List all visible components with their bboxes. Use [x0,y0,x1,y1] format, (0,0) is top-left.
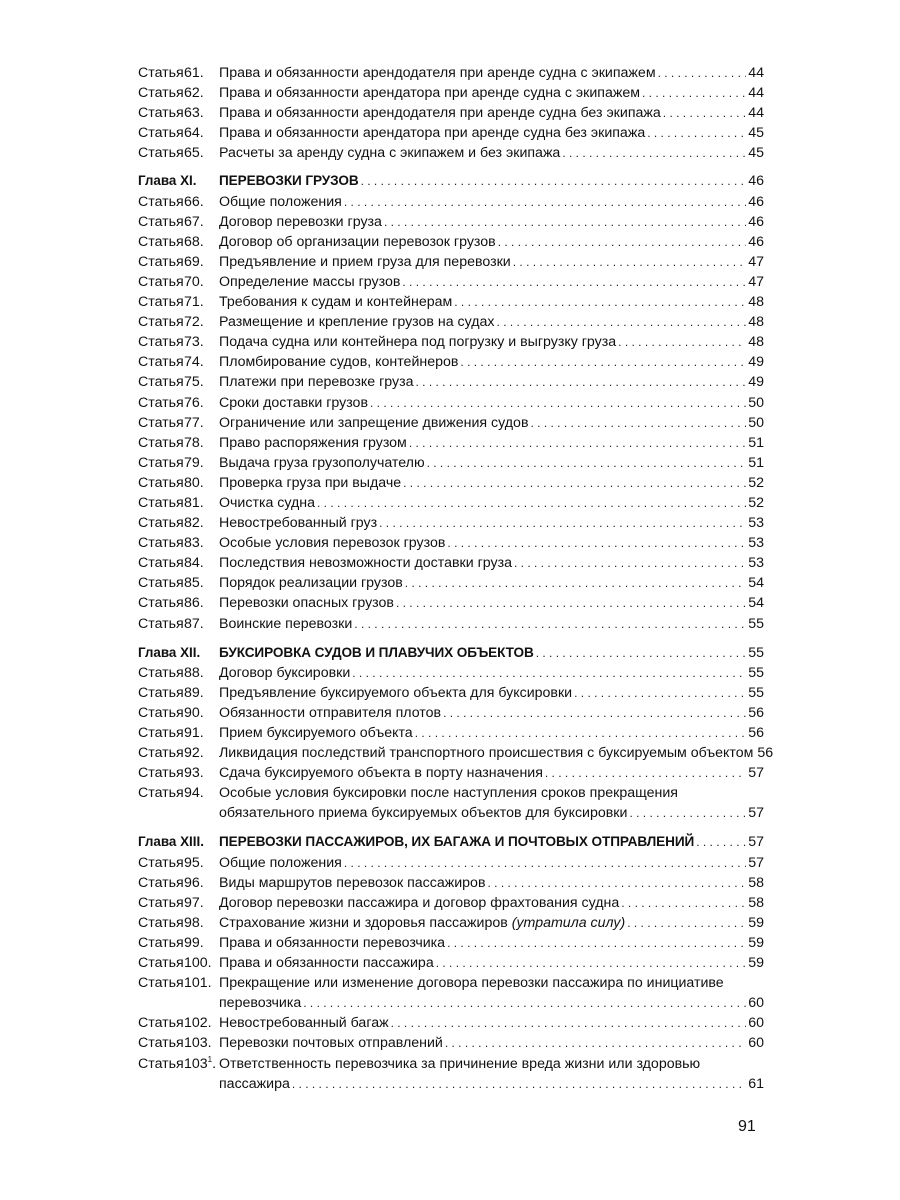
page-ref: 55 [748,664,764,681]
page-ref: 52 [748,494,764,511]
toc-entry[interactable] [138,743,774,763]
toc-entry[interactable] [138,683,764,703]
page-ref: 46 [748,193,764,210]
article-title: Ограничение или запрещение движения судов [219,414,529,431]
article-title: Сроки доставки грузов [219,394,368,411]
page-ref: 54 [748,575,764,592]
dot-leader [627,913,746,933]
chapter-title: ПЕРЕВОЗКИ ПАССАЖИРОВ, ИХ БАГАЖА И ПОЧТОВЫХ ОТПРАВЛЕНИЙ [219,834,695,850]
page-ref: 61 [748,1075,764,1092]
article-number: 83. [184,535,204,552]
article-title: Договор перевозки груза [219,213,382,230]
page-ref: 59 [748,955,764,972]
article-title: Договор об организации перевозок грузов [219,233,496,250]
article-title: Невостребованный груз [219,515,378,532]
dot-leader [647,123,746,143]
toc-entry[interactable] [138,83,764,103]
dot-leader [396,593,746,613]
page-ref: 54 [748,595,764,612]
dot-leader [403,473,746,493]
article-title: Права и обязанности перевозчика [219,934,446,951]
page-ref: 60 [748,1015,764,1032]
article-title: Размещение и крепление грузов на судах [219,314,495,331]
toc-entry-article-103-1[interactable] [138,1054,764,1094]
article-label: Статья [138,314,184,331]
repealed-note: (утратила силу) [511,914,626,931]
article-label: Статья [138,354,184,371]
article-number: 66. [184,193,204,210]
article-label: Статья [138,474,184,491]
dot-leader [530,413,746,433]
toc-entry[interactable] [138,123,764,143]
dot-leader [344,853,746,873]
article-title: Последствия невозможности доставки груза [219,555,512,572]
page-ref: 46 [748,213,764,230]
article-label: Статья [138,975,184,992]
toc-entry-article-94[interactable] [138,783,764,823]
article-number: 98. [184,914,204,931]
article-number: 93. [184,765,204,782]
article-title: Платежи при перевозке груза [219,374,414,391]
dot-leader [447,933,746,953]
page-ref: 44 [748,105,764,122]
article-label: Статья [138,575,184,592]
article-title: Права и обязанности арендодателя при аренде судна без экипажа [219,105,661,122]
dot-leader [391,1013,747,1033]
toc-entry[interactable] [138,573,764,593]
article-number: 92. [184,745,204,762]
article-title: Перевозки опасных грузов [219,595,394,612]
article-title: Общие положения [219,854,342,871]
article-label: Статья [138,664,184,681]
article-label: Статья [138,374,184,391]
article-label: Статья [138,515,184,532]
dot-leader [658,63,747,83]
toc-entry[interactable] [138,393,764,413]
page-ref: 50 [748,394,764,411]
article-title: Предъявление буксируемого объекта для буксировки [219,684,573,701]
article-title: Договор буксировки [219,664,351,681]
article-label: Статья [138,454,184,471]
article-number: 89. [184,684,204,701]
dot-leader [354,614,746,634]
article-title: Особые условия перевозок грузов [219,535,446,552]
dot-leader [443,703,746,723]
article-title: Требования к судам и контейнерам [219,294,453,311]
article-title: Страхование жизни и здоровья пассажиров (утратила силу) [219,914,626,931]
page-ref: 59 [748,934,764,951]
chapter-11-articles [138,192,764,634]
article-label: Статья [138,615,184,632]
article-number: 100. [184,955,212,972]
article-label: Статья [138,1015,184,1032]
article-number: 101. [184,975,212,992]
dot-leader [292,1074,746,1094]
article-title: Ликвидация последствий транспортного происшествия с буксируемым объектом [219,745,754,762]
article-title: Выдача груза грузополучателю [219,454,425,471]
dot-leader [460,352,746,372]
article-number: 99. [184,934,204,951]
page-ref: 48 [748,314,764,331]
page-ref: 56 [757,745,774,762]
article-label: Статья [138,253,184,270]
article-label: Статья [138,595,184,612]
dot-leader [436,953,747,973]
page-ref: 51 [748,434,764,451]
dot-leader [696,832,746,852]
toc-entry[interactable] [138,873,764,893]
article-number: 84. [184,555,204,572]
page-ref: 44 [748,65,764,81]
article-label: Статья [138,434,184,451]
toc-entry[interactable] [138,232,764,252]
page-ref: 56 [748,704,764,721]
article-title: Проверка груза при выдаче [219,474,402,491]
chapter-11-heading[interactable] [138,171,764,191]
article-label: Статья [138,535,184,552]
article-number: 78. [184,434,204,451]
dot-leader [344,192,746,212]
toc-entry[interactable] [138,473,764,493]
toc-entry[interactable] [138,593,764,613]
dot-leader [352,663,746,683]
article-number: 82. [184,515,204,532]
article-number: 70. [184,273,204,290]
page-ref: 56 [748,725,764,741]
dot-leader [621,893,746,913]
toc-entry[interactable] [138,352,764,372]
article-number: 96. [184,874,204,891]
toc-entry[interactable] [138,853,764,873]
article-number: 71. [184,294,204,311]
toc-entry[interactable] [138,703,764,723]
page-ref: 55 [748,644,764,661]
chapter-title: ПЕРЕВОЗКИ ГРУЗОВ [219,173,359,189]
article-title: Подача судна или контейнера под погрузку и выгрузку груза [219,334,617,351]
article-number: 75. [184,374,204,391]
article-label: Статья [138,745,184,762]
dot-leader [415,723,747,743]
dot-leader [370,393,746,413]
dot-leader [427,453,747,473]
toc-entry[interactable] [138,212,764,232]
article-label: Статья [138,394,184,411]
article-title-line-2: пассажира [219,1075,290,1092]
chapter-13-articles [138,853,764,913]
page-ref: 47 [748,273,764,290]
dot-leader [497,312,747,332]
toc-entry[interactable] [138,533,764,553]
page-number: 91 [738,1118,756,1135]
article-label: Статья [138,704,184,721]
article-number: 79. [184,454,204,471]
dot-leader [513,252,746,272]
dot-leader [536,643,747,663]
toc-entry-article-98[interactable] [138,913,764,933]
article-title: Предъявление и прием груза для перевозки [219,253,511,270]
toc-entry[interactable] [138,513,764,533]
article-number: 85. [184,575,204,592]
dot-leader [454,292,746,312]
article-title: Право распоряжения грузом [219,434,407,451]
article-label: Статья [138,233,184,250]
article-title: Определение массы грузов [219,273,401,290]
toc-entry[interactable] [138,292,764,312]
article-number: 65. [184,145,204,162]
toc-entry[interactable] [138,933,764,953]
article-number: 102. [184,1015,212,1032]
dot-leader [447,533,746,553]
dot-leader [409,433,746,453]
article-title: Воинские перевозки [219,615,353,632]
article-title: Права и обязанности арендатора при аренде судна с экипажем [219,85,641,102]
article-title: Перевозки почтовых отправлений [219,1035,443,1052]
article-label: Статья [138,125,184,142]
chapter-label: Глава XIII. [138,834,204,850]
chapter-label: Глава XI. [138,173,197,189]
article-number: 88. [184,664,204,681]
page-ref: 45 [748,125,764,142]
article-label: Статья [138,414,184,431]
chapter-10-articles [138,63,764,163]
page-ref: 52 [748,474,764,491]
toc-entry[interactable] [138,493,764,513]
article-label: Статья [138,65,184,81]
page-ref: 53 [748,515,764,532]
dot-leader [415,372,746,392]
article-number: $103^1$. [184,1054,217,1072]
toc-entry[interactable] [138,1013,764,1033]
article-number: 95. [184,854,204,871]
article-number: 81. [184,494,204,511]
toc-entry[interactable] [138,192,764,212]
article-title: Права и обязанности арендодателя при аренде судна с экипажем [219,65,656,81]
article-title-line-2: перевозчика [219,995,302,1012]
article-title: Права и обязанности арендатора при аренде судна без экипажа [219,125,646,142]
article-title: Очистка судна [219,494,316,511]
page-ref: 47 [748,253,764,270]
article-title: Невостребованный багаж [219,1015,389,1032]
article-label: Статья [138,334,184,351]
toc-entry[interactable] [138,372,764,392]
toc-entry[interactable] [138,453,764,473]
dot-leader [498,232,747,252]
dot-leader [514,553,746,573]
article-label: Статья [138,555,184,572]
page-ref: 48 [748,294,764,311]
article-title-line-1: Ответственность перевозчика за причинение вреда жизни или здоровью [219,1055,701,1072]
page-ref: 51 [748,454,764,471]
article-title-line-2: обязательного приема буксируемых объектов для буксировки [219,805,628,822]
page-ref: 55 [748,684,764,701]
toc-entry[interactable] [138,553,764,573]
chapter-label: Глава XII. [138,644,201,660]
page-ref: 44 [748,85,764,102]
article-number: 77. [184,414,204,431]
article-title: Виды маршрутов перевозок пассажиров [219,874,486,891]
article-label: Статья [138,294,184,311]
chapter-12-articles [138,663,774,784]
toc-entry[interactable] [138,663,764,683]
article-label: Статья [138,1035,184,1052]
toc-entry[interactable] [138,312,764,332]
article-number: 72. [184,314,204,331]
article-number: 73. [184,334,204,351]
article-label: Статья [138,725,184,741]
dot-leader [445,1033,746,1053]
article-label: Статья [138,684,184,701]
toc-entry[interactable] [138,63,764,83]
article-number: 68. [184,233,204,250]
chapter-12-heading[interactable] [138,643,764,663]
page-ref: 57 [748,765,764,782]
article-label: Статья [138,105,184,122]
article-title-line-1: Особые условия буксировки после наступления сроков прекращения [219,785,678,802]
article-number: 67. [184,213,204,230]
article-label: Статья [138,765,184,782]
article-number: 87. [184,615,204,632]
chapter-13-articles-c [138,1013,764,1053]
article-title: Обязанности отправителя плотов [219,704,442,721]
article-number: 91. [184,725,204,741]
page-ref: 57 [748,854,764,871]
dot-leader [663,103,746,123]
article-label: Статья [138,894,184,911]
page-ref: 49 [748,354,764,371]
page-ref: 59 [748,914,764,931]
article-label: Статья [138,854,184,871]
toc-entry[interactable] [138,252,764,272]
article-number: 86. [184,595,204,612]
article-title: Сдача буксируемого объекта в порту назначения [219,765,543,782]
toc-entry[interactable] [138,723,764,743]
toc-entry[interactable] [138,433,764,453]
article-label: Статья [138,914,184,931]
page-ref: 58 [748,894,764,911]
article-number: 63. [184,105,204,122]
toc-entry[interactable] [138,413,764,433]
toc-entry[interactable] [138,143,764,163]
article-title: Общие положения [219,193,342,210]
dot-leader [317,493,746,513]
article-title-line-1: Прекращение или изменение договора перевозки пассажира по инициативе [219,975,724,992]
dot-leader [574,683,746,703]
toc-entry[interactable] [138,893,764,913]
article-label: Статья [138,934,184,951]
article-label: Статья [138,494,184,511]
article-label: Статья [138,874,184,891]
article-title: Права и обязанности пассажира [219,955,434,972]
page-ref: 46 [748,173,764,190]
dot-leader [629,803,746,823]
page-ref: 60 [748,1035,764,1052]
article-number: 90. [184,704,204,721]
dot-leader [303,993,746,1013]
table-of-contents [138,63,774,1094]
toc-entry[interactable] [138,103,764,123]
article-label: Статья [138,213,184,230]
page-ref: 57 [748,805,764,822]
page-ref: 53 [748,535,764,552]
toc-entry[interactable] [138,614,764,634]
page-ref: 49 [748,374,764,391]
chapter-title: БУКСИРОВКА СУДОВ И ПЛАВУЧИХ ОБЪЕКТОВ [219,644,534,660]
toc-entry[interactable] [138,1033,764,1053]
article-label: Статья [138,785,184,802]
page-ref: 45 [748,145,764,162]
page-ref: 48 [748,334,764,351]
article-label: Статья [138,145,184,162]
article-number: 103. [184,1035,212,1052]
article-number: 80. [184,474,204,491]
chapter-13-articles-b [138,933,764,973]
toc-entry[interactable] [138,332,764,352]
dot-leader [618,332,746,352]
chapter-13-heading[interactable] [138,832,764,852]
dot-leader [384,212,746,232]
article-number: 94. [184,785,204,802]
article-title: Прием буксируемого объекта [219,725,413,741]
article-title: Расчеты за аренду судна с экипажем и без экипажа [219,145,561,162]
toc-entry-article-101[interactable] [138,973,764,1013]
page-ref: 58 [748,874,764,891]
article-title: Пломбирование судов, контейнеров [219,354,459,371]
article-number: 74. [184,354,204,371]
dot-leader [642,83,746,103]
article-number: 69. [184,253,204,270]
page-ref: 50 [748,414,764,431]
page-ref: 60 [748,995,764,1012]
article-title: Договор перевозки пассажира и договор фрахтования судна [219,894,620,911]
toc-entry[interactable] [138,763,764,783]
article-number: 97. [184,894,204,911]
toc-entry[interactable] [138,953,764,973]
article-label: Статья [138,85,184,102]
dot-leader [405,573,746,593]
dot-leader [361,171,747,191]
article-number: 64. [184,125,204,142]
dot-leader [488,873,747,893]
dot-leader [562,143,746,163]
article-label: Статья [138,193,184,210]
article-number: 61. [184,65,204,81]
article-number: 62. [184,85,204,102]
dot-leader [402,272,746,292]
page-ref: 46 [748,233,764,250]
article-label: Статья [138,273,184,290]
article-title: Порядок реализации грузов [219,575,403,592]
page-ref: 53 [748,555,764,572]
toc-entry[interactable] [138,272,764,292]
dot-leader [545,763,746,783]
dot-leader [379,513,746,533]
page-ref: 55 [748,615,764,632]
page-ref: 57 [748,834,764,851]
article-label: Статья [138,955,184,972]
article-label: Статья [138,1055,184,1072]
article-number: 76. [184,394,204,411]
